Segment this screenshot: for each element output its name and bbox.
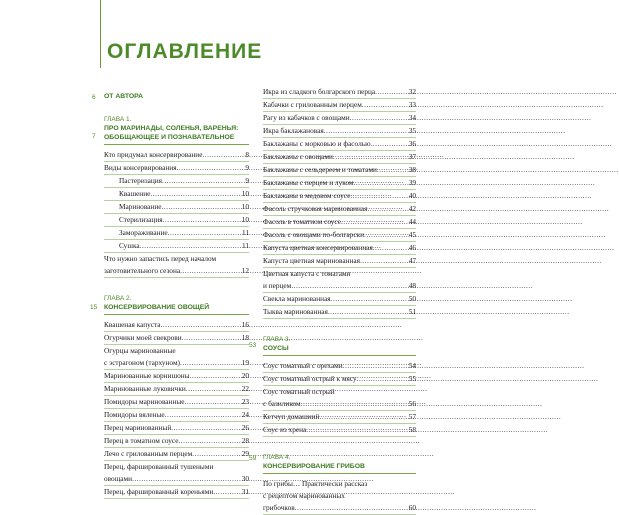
page-number: 15 — [90, 304, 98, 311]
toc-right-column — [249, 86, 416, 515]
toc-entry[interactable]: Огурчики моей свекрови ..... 18 — [104, 332, 249, 345]
toc-entry[interactable]: Соус из хрена ..... 58 — [263, 424, 416, 437]
toc-entry[interactable]: Икра из сладкого болгарского перца ..... 32 — [263, 86, 416, 99]
chapter-label: ГЛАВА 1. — [104, 116, 132, 123]
toc-left-column — [90, 92, 249, 499]
toc-entry[interactable]: Сушка ..... 11 — [104, 240, 249, 253]
toc-entry[interactable]: Замораживание ..... 11 — [104, 227, 249, 240]
toc-entry[interactable]: По грибы… Практически рассказ с рецептом маринованных грибочков ..... 60 — [263, 478, 416, 515]
toc-entry[interactable]: Икра баклажановая ..... 35 — [263, 125, 416, 138]
toc-entry[interactable]: Перец маринованный ..... 26 — [104, 422, 249, 435]
toc-entry[interactable]: Кто придумал консервирование ..... 8 — [104, 149, 249, 162]
toc-entry[interactable]: Пастеризация ..... 9 — [104, 175, 249, 188]
toc-entry-list — [263, 86, 416, 319]
chapter-title: СОУСЫ — [263, 345, 289, 352]
chapter-label: ГЛАВА 2. — [104, 295, 132, 302]
toc-entry[interactable]: Помидоры вяленые ..... 24 — [104, 409, 249, 422]
toc-section-author[interactable] — [92, 92, 249, 101]
divider — [263, 473, 416, 474]
page-number: 53 — [249, 342, 257, 349]
toc-entry[interactable]: Баклажаны с овощами ..... 37 — [263, 151, 416, 164]
page-number: 6 — [92, 94, 96, 101]
toc-entry-list — [104, 149, 249, 278]
divider — [104, 144, 249, 145]
toc-entry[interactable]: Перец, фаршированный тушеными овощами ..... 30 — [104, 461, 249, 486]
toc-entry[interactable]: Тыква маринованная ..... 51 — [263, 306, 416, 319]
chapter-title-line: ОБОБЩАЮЩЕЕ И ПОЗНАВАТЕЛЬНОЕ — [104, 134, 235, 141]
toc-entry-list — [263, 478, 416, 515]
toc-chapter-1[interactable] — [92, 115, 249, 142]
toc-entry[interactable]: Баклажаны с морковью и фасолью ..... 36 — [263, 138, 416, 151]
toc-entry[interactable]: Маринованные луковички ..... 22 — [104, 383, 249, 396]
page-number: 7 — [92, 133, 96, 140]
section-title: ОТ АВТОРА — [104, 93, 143, 100]
toc-entry[interactable]: Баклажаны с сельдереем и томатами ..... 38 — [263, 164, 416, 177]
toc-entry[interactable]: Маринование ..... 10 — [104, 201, 249, 214]
toc-entry[interactable]: Кетчуп домашний ..... 57 — [263, 411, 416, 424]
toc-entry[interactable]: Соус томатный острый к мясу ..... 55 — [263, 373, 416, 386]
toc-entry[interactable]: Лечо с грилованным перцем ..... 29 — [104, 448, 249, 461]
toc-entry[interactable]: Что нужно запастись перед началом заготовительного сезона ..... 12 — [104, 253, 249, 278]
divider — [104, 314, 249, 315]
toc-entry[interactable]: Перец, фаршированный кореньями ..... 31 — [104, 486, 249, 499]
toc-entry[interactable]: Фасоль в томатном соусе ..... 44 — [263, 216, 416, 229]
toc-entry[interactable]: Фасоль с овощами по-болгарски ..... 45 — [263, 229, 416, 242]
page-number: 59 — [249, 455, 257, 462]
toc-entry[interactable]: Перец в томатном соусе ..... 28 — [104, 435, 249, 448]
chapter-title: КОНСЕРВИРОВАНИЕ ГРИБОВ — [263, 463, 365, 470]
toc-entry-list — [104, 319, 249, 499]
chapter-label: ГЛАВА 3. — [263, 336, 291, 343]
toc-entry[interactable]: Капуста цветная маринованная ..... 47 — [263, 255, 416, 268]
toc-entry[interactable]: Баклажаны с перцем и луком ..... 39 — [263, 177, 416, 190]
toc-entry[interactable]: Огурцы маринованные с эстрагоном (тархуном) ..... 19 — [104, 345, 249, 370]
toc-entry[interactable]: Маринованные корнишоны ..... 20 — [104, 370, 249, 383]
toc-entry[interactable]: Кабачки с грилованным перцем ..... 33 — [263, 99, 416, 112]
toc-chapter-4[interactable] — [249, 453, 416, 471]
title-accent-line — [100, 0, 101, 68]
toc-entry[interactable]: Капуста цветная консервированная ..... 46 — [263, 242, 416, 255]
toc-chapter-2[interactable] — [90, 294, 249, 312]
toc-entry[interactable]: Квашение ..... 10 — [104, 188, 249, 201]
chapter-title-line: ПРО МАРИНАДЫ, СОЛЕНЬЯ, ВАРЕНЬЯ: — [104, 125, 239, 132]
page-title: ОГЛАВЛЕНИЕ — [107, 40, 263, 63]
toc-entry[interactable]: Фасоль стручковая маринованная ..... 42 — [263, 203, 416, 216]
divider — [263, 355, 416, 356]
chapter-label: ГЛАВА 4. — [263, 454, 291, 461]
toc-entry[interactable]: Рагу из кабачков с овощами ..... 34 — [263, 112, 416, 125]
chapter-title: КОНСЕРВИРОВАНИЕ ОВОЩЕЙ — [104, 304, 210, 311]
toc-entry[interactable]: Помидоры маринованные ..... 23 — [104, 396, 249, 409]
toc-chapter-3[interactable] — [249, 335, 416, 353]
toc-entry[interactable]: Соус томатный с орехами ..... 54 — [263, 360, 416, 373]
toc-entry[interactable]: Баклажаны в медовом соусе ..... 40 — [263, 190, 416, 203]
toc-entry[interactable]: Свекла маринованная ..... 50 — [263, 293, 416, 306]
toc-entry[interactable]: Квашеная капуста ..... 16 — [104, 319, 249, 332]
toc-entry[interactable]: Стерилизация ..... 10 — [104, 214, 249, 227]
toc-entry-list — [263, 360, 416, 437]
toc-entry[interactable]: Цветная капуста с томатами и перцем ..... 48 — [263, 268, 416, 293]
toc-entry[interactable]: Виды консервирования ..... 9 — [104, 162, 249, 175]
toc-entry[interactable]: Соус томатный острый с базиликом ..... 56 — [263, 386, 416, 411]
